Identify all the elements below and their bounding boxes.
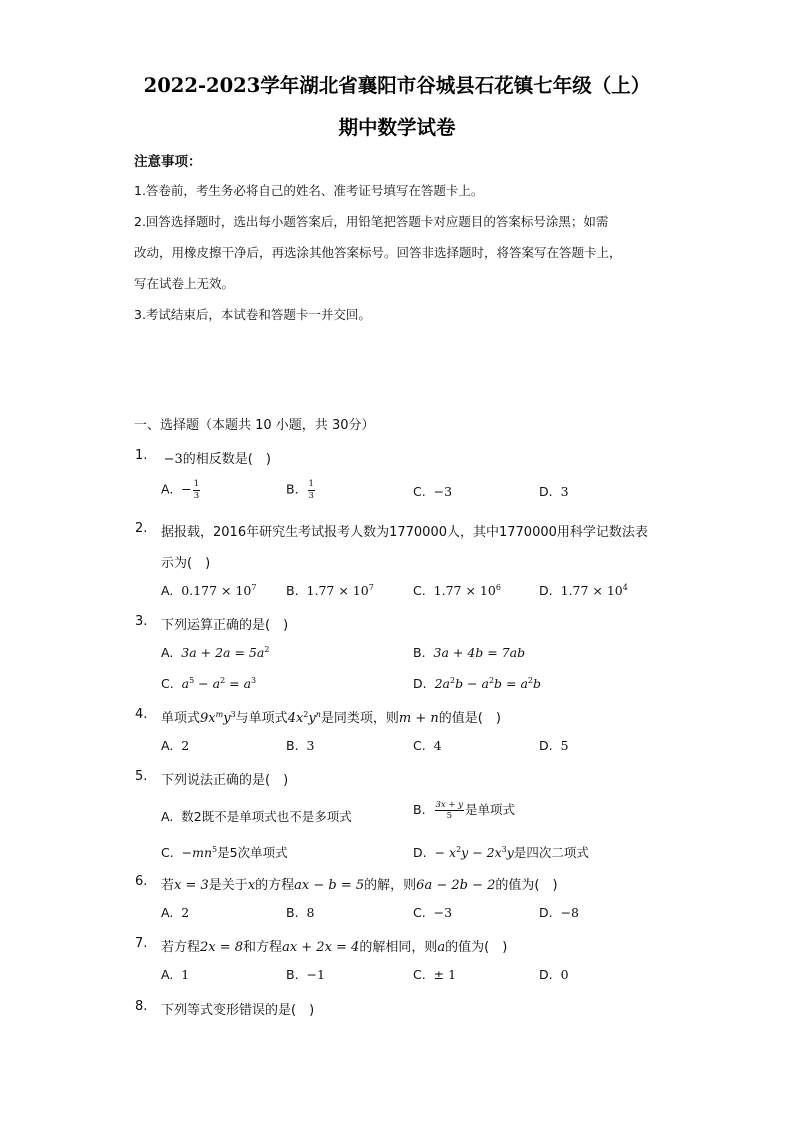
q1-stem: −3的相反数是( ) <box>163 452 271 467</box>
q2-option-d[interactable]: D. $1.77 \times 10^4$ <box>539 583 628 598</box>
q2-stem-line1: 据报载，2016年研究生考试报考人数为1770000人，其中1770000用科学记数法表 <box>161 525 648 540</box>
note-1: 1.答卷前，考生务必将自己的姓名、准考证号填写在答题卡上。 <box>134 183 484 198</box>
q1-option-a[interactable]: A. − $\frac{1}{3}$ <box>161 479 200 501</box>
note-2-line2: 改动，用橡皮擦干净后，再选涂其他答案标号。回答非选择题时，将答案写在答题卡上， <box>134 245 622 260</box>
q6-stem: 若x = 3是关于x的方程ax − b = 5的解，则6a − 2b − 2的值为( ) <box>161 878 558 893</box>
q6-option-b[interactable]: B. 8 <box>286 905 315 920</box>
q1-number: 1. <box>135 448 148 463</box>
q5-number: 5. <box>135 769 148 784</box>
q2-option-b[interactable]: B. $1.77 \times 10^7$ <box>286 583 374 598</box>
note-2-line3: 写在试卷上无效。 <box>134 276 235 291</box>
q5-option-a[interactable]: A. 数2既不是单项式也不是多项式 <box>161 809 352 824</box>
q3-option-d[interactable]: D. $2a^2b - a^2b = a^2b$ <box>413 676 542 691</box>
q3-stem: 下列运算正确的是( ) <box>161 618 289 633</box>
q8-number: 8. <box>135 999 148 1014</box>
q6-option-d[interactable]: D. −8 <box>539 905 579 920</box>
q2-stem-line2: 示为( ) <box>161 556 211 571</box>
q5-option-d[interactable]: D. − $x^2y - 2x^3y$是四次二项式 <box>413 845 589 860</box>
q2-option-c[interactable]: C. $1.77 \times 10^6$ <box>413 583 501 598</box>
note-2-line1: 2.回答选择题时，选出每小题答案后，用铅笔把答题卡对应题目的答案标号涂黑；如需 <box>134 214 609 229</box>
q4-option-b[interactable]: B. 3 <box>286 738 315 753</box>
q7-stem: 若方程2x = 8和方程ax + 2x = 4的解相同，则a的值为( ) <box>161 940 508 955</box>
q2-option-a[interactable]: A. $0.177 \times 10^7$ <box>161 583 257 598</box>
q5-stem: 下列说法正确的是( ) <box>161 773 289 788</box>
q5-option-c[interactable]: C. $-mn^5$是5次单项式 <box>161 845 288 860</box>
q8-stem: 下列等式变形错误的是( ) <box>161 1003 315 1018</box>
q1-option-b[interactable]: B. $\frac{1}{3}$ <box>286 479 314 501</box>
q7-option-a[interactable]: A. 1 <box>161 967 190 982</box>
q3-option-a[interactable]: A. $3a + 2a = 5a^2$ <box>161 645 270 660</box>
q4-option-a[interactable]: A. 2 <box>161 738 190 753</box>
q3-option-b[interactable]: B. 3a + 4b = 7ab <box>413 645 526 660</box>
q6-number: 6. <box>135 874 148 889</box>
q4-number: 4. <box>135 707 148 722</box>
q4-stem: 单项式$9x^my^3$与单项式$4x^2y^n$是同类项，则m + n的值是( ) <box>161 710 501 726</box>
q7-option-d[interactable]: D. 0 <box>539 967 569 982</box>
q1-option-d[interactable]: D. 3 <box>539 484 569 499</box>
q4-option-c[interactable]: C. 4 <box>413 738 442 753</box>
q6-option-c[interactable]: C. −3 <box>413 905 453 920</box>
q5-option-b[interactable]: B. $\frac{3x + y}{5}$ 是单项式 <box>413 799 516 821</box>
q6-option-a[interactable]: A. 2 <box>161 905 190 920</box>
q2-number: 2. <box>135 521 148 536</box>
section-heading: 一、选择题（本题共 10 小题，共 30分） <box>134 418 375 433</box>
q7-option-b[interactable]: B. −1 <box>286 967 325 982</box>
q7-number: 7. <box>135 936 148 951</box>
q3-number: 3. <box>135 614 148 629</box>
exam-title-line1: 2022-2023学年湖北省襄阳市谷城县石花镇七年级（上） <box>143 74 651 97</box>
q7-option-c[interactable]: C. ± 1 <box>413 967 457 982</box>
note-3: 3.考试结束后，本试卷和答题卡一并交回。 <box>134 307 371 322</box>
q3-option-c[interactable]: C. $a^5 - a^2 = a^3$ <box>161 676 257 691</box>
exam-title-line2: 期中数学试卷 <box>338 116 456 139</box>
q4-option-d[interactable]: D. 5 <box>539 738 569 753</box>
q1-option-c[interactable]: C. −3 <box>413 484 453 499</box>
notes-heading: 注意事项： <box>134 154 202 170</box>
